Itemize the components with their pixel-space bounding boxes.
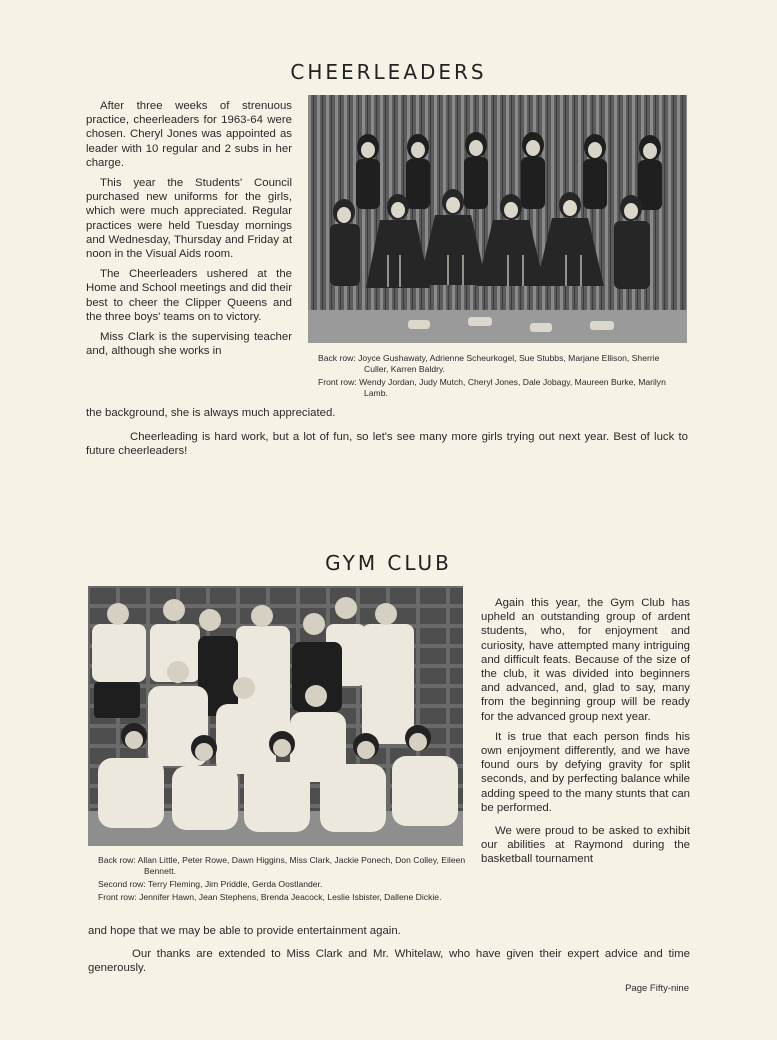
gym-club-heading: GYM CLUB (325, 551, 452, 575)
cheerleaders-paragraph-4-end: the background, she is always much appreciated. (86, 407, 336, 419)
cheerleaders-heading: CHEERLEADERS (290, 60, 487, 84)
gym-club-caption-back-row (98, 855, 466, 877)
caption-names: Allan Little, Peter Rowe, Dawn Higgins, Miss Clark, Jackie Ponech, Don Colley, Eileen Bennett. (137, 855, 466, 876)
cheerleaders-paragraph-1: After three weeks of strenuous practice, cheerleaders for 1963-64 were chosen. Cheryl Jones was appointed as leader with 10 regular and 2 subs in her charge. (86, 100, 292, 169)
cheerleaders-paragraph-4-start: Miss Clark is the supervising teacher and, although she works in (86, 331, 292, 358)
gym-club-paragraph-1: Again this year, the Gym Club has upheld an outstanding group of ardent students, who, for enjoyment and curiosity, have attempted many intriguing and difficult feats. Because of the size of the club, it was divided into beginners and advanced, and, glad to say, many from the beginning group will be ready for the advanced group next year. (481, 597, 690, 723)
caption-label: Front row: (98, 892, 137, 902)
cheerleaders-caption-back-row (318, 353, 686, 375)
cheerleaders-closing: Cheerleading is hard work, but a lot of fun, so let's see many more girls trying out next year. Best of luck to future cheerleaders! (86, 431, 688, 458)
gym-club-continuation: and hope that we may be able to provide entertainment again. (88, 925, 401, 937)
gym-club-caption (98, 855, 466, 905)
cheerleaders-column (86, 99, 292, 358)
cheerleaders-caption-front-row (318, 377, 686, 399)
caption-names: Terry Fleming, Jim Priddle, Gerda Oostlander. (148, 879, 323, 889)
gym-club-paragraph-3: We were proud to be asked to exhibit our abilities at Raymond during the basketball tournament (481, 825, 690, 866)
caption-label: Second row: (98, 879, 146, 889)
page-number: Page Fifty-nine (625, 983, 689, 994)
gym-club-caption-front-row (98, 892, 466, 903)
caption-names: Joyce Gushawaty, Adrienne Scheurkogel, Sue Stubbs, Marjane Ellison, Sherrie Culler, Karren Baldry. (358, 353, 660, 374)
gym-club-column (481, 596, 690, 867)
caption-names: Jennifer Hawn, Jean Stephens, Brenda Jeacock, Leslie Isbister, Dallene Dickie. (139, 892, 442, 902)
gym-club-photo (88, 586, 463, 846)
caption-names: Wendy Jordan, Judy Mutch, Cheryl Jones, Dale Jobagy, Maureen Burke, Marilyn Lamb. (359, 377, 666, 398)
caption-label: Back row: (98, 855, 136, 865)
gym-club-thanks: Our thanks are extended to Miss Clark and Mr. Whitelaw, who have given their expert advice and time generously. (88, 948, 690, 975)
cheerleaders-photo (308, 95, 687, 343)
caption-label: Back row: (318, 353, 356, 363)
gym-club-paragraph-2: It is true that each person finds his own enjoyment differently, and we have found ours by defying gravity for split seconds, and by perfecting balance while adding speed to the many stunts that can be performed. (481, 730, 690, 814)
gym-club-caption-second-row (98, 879, 466, 890)
cheerleaders-caption (318, 353, 686, 401)
caption-label: Front row: (318, 377, 357, 387)
cheerleaders-paragraph-2: This year the Students' Council purchased new uniforms for the girls, which were much appreciated. Regular practices were held Tuesday mornings and Wednesday, Thursday and Friday at noon in the Visual Aids room. (86, 177, 292, 261)
cheerleaders-paragraph-3: The Cheerleaders ushered at the Home and School meetings and did their best to cheer the Clipper Queens and the three boys' teams on to victory. (86, 268, 292, 323)
